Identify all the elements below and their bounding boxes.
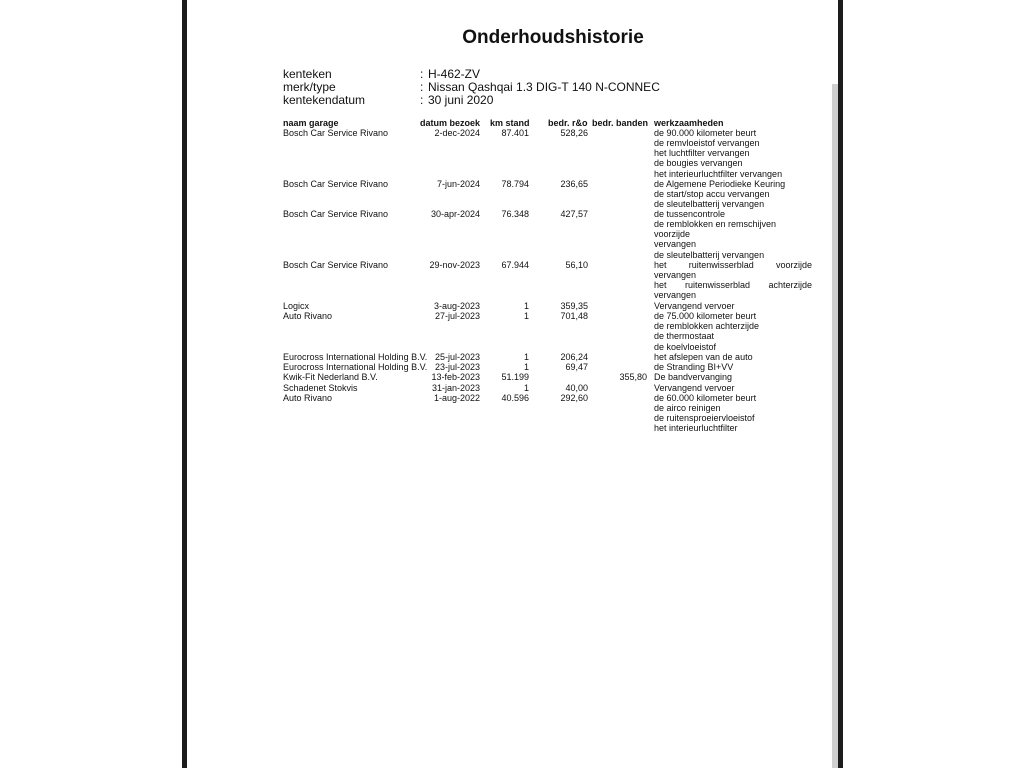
cell-garage: Bosch Car Service Rivano	[283, 260, 389, 270]
info-label: merk/type	[283, 80, 336, 94]
work-item: het ruitenwisserblad voorzijde	[654, 260, 812, 270]
cell-km: 1	[523, 362, 529, 373]
page-title: Onderhoudshistorie	[462, 27, 644, 48]
cell-work	[654, 209, 812, 260]
work-item: de sleutelbatterij vervangen	[654, 199, 765, 210]
work-item: de start/stop accu vervangen	[654, 189, 770, 200]
work-item: het interieurluchtfilter vervangen	[654, 168, 783, 179]
cell-garage: Schadenet Stokvis	[283, 382, 358, 393]
cell-km: 1	[523, 352, 529, 363]
header-ro: bedr. r&o	[548, 118, 588, 128]
cell-garage: Eurocross International Holding B.V.	[283, 352, 428, 363]
cell-date: 31-jan-2023	[431, 382, 480, 393]
table-row	[283, 260, 843, 301]
cell-ro: 359,35	[560, 301, 588, 311]
cell-ro: 69,47	[565, 362, 588, 373]
table-row	[283, 352, 843, 362]
work-item: de 60.000 kilometer beurt	[654, 392, 757, 403]
table-body	[283, 128, 843, 434]
header-garage: naam garage	[283, 118, 339, 128]
cell-garage: Kwik-Fit Nederland B.V.	[283, 372, 378, 383]
table-row	[283, 311, 843, 352]
table-row	[283, 362, 843, 372]
header-km: km stand	[490, 118, 530, 128]
work-item: vervangen	[654, 290, 697, 301]
table-row	[283, 372, 843, 382]
cell-work	[654, 260, 812, 301]
info-separator: :	[420, 93, 424, 107]
table-row	[283, 393, 843, 434]
header-date: datum bezoek	[420, 118, 481, 128]
table-row	[283, 383, 843, 393]
cell-km: 67.944	[501, 260, 529, 270]
cell-banden: 355,80	[619, 372, 647, 383]
work-item: de remblokken en remschijven voorzijde	[654, 219, 777, 240]
work-item: de 75.000 kilometer beurt	[654, 311, 757, 322]
work-item: de Stranding BI+VV	[654, 362, 734, 373]
cell-date: 13-feb-2023	[431, 372, 480, 383]
work-item: vervangen	[654, 270, 697, 281]
cell-date: 30-apr-2024	[430, 209, 480, 219]
cell-garage: Logicx	[283, 301, 310, 311]
cell-work	[654, 128, 812, 179]
info-label: kenteken	[283, 67, 332, 81]
cell-work	[654, 372, 812, 382]
cell-km: 78.794	[501, 179, 529, 189]
cell-km: 87.401	[501, 128, 529, 138]
work-item: Vervangend vervoer	[654, 382, 735, 393]
cell-ro: 292,60	[560, 392, 588, 403]
cell-ro: 236,65	[560, 179, 588, 189]
cell-km: 51.199	[501, 372, 529, 383]
info-value: H-462-ZV	[428, 67, 481, 81]
cell-date: 29-nov-2023	[429, 260, 480, 270]
info-value: 30 juni 2020	[428, 93, 494, 107]
info-separator: :	[420, 67, 424, 81]
header-work: werkzaamheden	[654, 118, 724, 128]
table-row	[283, 128, 843, 179]
work-item: De bandvervanging	[654, 372, 733, 383]
cell-garage: Bosch Car Service Rivano	[283, 209, 389, 219]
work-item: de airco reinigen	[654, 402, 721, 413]
cell-work	[654, 352, 812, 362]
cell-work	[654, 301, 812, 311]
cell-date: 27-jul-2023	[434, 311, 480, 322]
work-item: de remvloeistof vervangen	[654, 138, 760, 149]
cell-work	[654, 383, 812, 393]
work-item: de tussencontrole	[654, 209, 726, 219]
cell-ro: 56,10	[565, 260, 588, 270]
cell-km: 1	[523, 311, 529, 322]
work-item: het luchtfilter vervangen	[654, 148, 750, 159]
cell-garage: Bosch Car Service Rivano	[283, 179, 389, 189]
cell-km: 1	[523, 382, 529, 393]
work-item: de koelvloeistof	[654, 341, 717, 352]
header-banden: bedr. banden	[592, 118, 649, 128]
cell-km: 1	[523, 301, 529, 311]
info-label: kentekendatum	[283, 93, 366, 107]
work-item: de thermostaat	[654, 331, 715, 342]
cell-ro: 701,48	[560, 311, 588, 322]
cell-date: 3-aug-2023	[433, 301, 480, 311]
work-item: de 90.000 kilometer beurt	[654, 128, 757, 138]
cell-work	[654, 362, 812, 372]
work-item: het afslepen van de auto	[654, 352, 753, 363]
cell-garage: Auto Rivano	[283, 392, 333, 403]
work-item: de remblokken achterzijde	[654, 321, 760, 332]
table-row	[283, 301, 843, 311]
cell-work	[654, 393, 812, 434]
table-row	[283, 209, 843, 260]
work-item: Vervangend vervoer	[654, 301, 735, 311]
work-item: de Algemene Periodieke Keuring	[654, 179, 786, 189]
cell-garage: Eurocross International Holding B.V.	[283, 362, 428, 373]
info-value: Nissan Qashqai 1.3 DIG-T 140 N-CONNEC	[428, 80, 660, 94]
table-row	[283, 179, 843, 209]
cell-date: 23-jul-2023	[434, 362, 480, 373]
cell-ro: 206,24	[560, 352, 588, 363]
info-separator: :	[420, 80, 424, 94]
cell-date: 25-jul-2023	[434, 352, 480, 363]
cell-ro: 528,26	[560, 128, 588, 138]
cell-km: 40.596	[501, 392, 529, 403]
cell-date: 7-jun-2024	[436, 179, 480, 189]
cell-work	[654, 311, 812, 352]
cell-garage: Auto Rivano	[283, 311, 333, 322]
work-item: het ruitenwisserblad achterzijde	[654, 280, 812, 291]
cell-work	[654, 179, 812, 209]
work-item: de bougies vervangen	[654, 158, 743, 169]
cell-ro: 427,57	[560, 209, 588, 219]
work-item: de ruitensproeiervloeistof	[654, 413, 755, 424]
cell-km: 76.348	[501, 209, 529, 219]
cell-garage: Bosch Car Service Rivano	[283, 128, 389, 138]
cell-date: 1-aug-2022	[433, 392, 480, 403]
work-item: vervangen	[654, 239, 697, 250]
cell-ro: 40,00	[565, 382, 588, 393]
work-item: de sleutelbatterij vervangen	[654, 249, 765, 260]
work-item: het interieurluchtfilter	[654, 423, 738, 434]
cell-date: 2-dec-2024	[434, 128, 480, 138]
